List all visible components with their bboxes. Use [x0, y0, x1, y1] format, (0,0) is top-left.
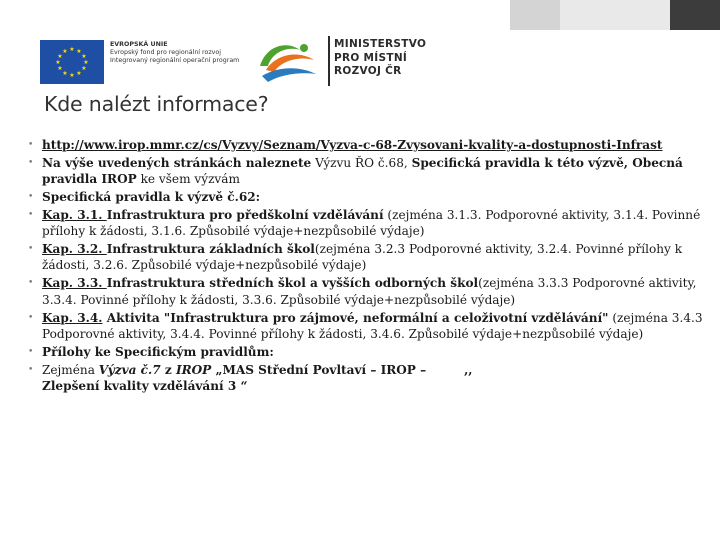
mmr-logo-icon — [252, 36, 322, 86]
bullet-icon: • — [28, 140, 34, 150]
item-text: IROP — [175, 362, 212, 377]
list-item — [28, 275, 708, 308]
mmr-logo-line: PRO MÍSTNÍ — [334, 51, 408, 64]
chapter-ref: Kap. 3.4. — [42, 310, 103, 325]
chapter-ref: Kap. 3.3. — [42, 276, 107, 291]
logo-divider — [328, 36, 330, 86]
list-item — [28, 137, 708, 153]
bullet-icon: • — [28, 312, 34, 323]
list-item — [28, 155, 708, 188]
svg-text:★: ★ — [55, 59, 61, 66]
list-item — [28, 207, 708, 240]
mmr-logo-line: ROZVOJ ČR — [334, 65, 402, 77]
svg-text:★: ★ — [81, 65, 87, 72]
svg-text:★: ★ — [69, 72, 75, 79]
chapter-ref: Kap. 3.1. — [42, 207, 107, 222]
item-text: ke všem výzvám — [136, 172, 240, 187]
eu-logo-line: EVROPSKÁ UNIE — [110, 41, 168, 48]
eu-logo-line: Integrovaný regionální operační program — [110, 57, 240, 64]
bullet-icon: • — [28, 346, 34, 357]
item-text: Výzva č.7 — [98, 362, 161, 377]
bullet-list — [28, 137, 708, 396]
bullet-icon: • — [28, 157, 34, 168]
eu-logo-line: Evropský fond pro regionální rozvoj — [110, 49, 221, 56]
bullet-icon: • — [28, 192, 34, 203]
item-text: Zejména — [42, 362, 99, 377]
decorative-bar — [510, 0, 560, 30]
bullet-icon: • — [28, 209, 34, 220]
svg-text:★: ★ — [81, 53, 87, 60]
svg-text:★: ★ — [69, 46, 75, 53]
item-text: (zejména 3.4.3 Podporovné aktivity, 3.4.4. Povinné přílohy k žádosti, 3.4.6. Způsobilé výdaje+nezpůsobilé výdaje) — [42, 310, 703, 341]
decorative-bar — [560, 0, 670, 30]
svg-text:★: ★ — [62, 48, 68, 55]
bullet-icon: • — [28, 278, 34, 289]
item-text: Infrastruktura základních škol — [106, 242, 315, 257]
mmr-logo-text — [334, 38, 426, 79]
list-item — [28, 310, 708, 343]
item-text: „MAS Střední Povltaví – IROP – — [211, 362, 427, 377]
item-text: Infrastruktura pro předškolní vzdělávání — [106, 207, 384, 222]
item-text: Na výše uvedených stránkách naleznete — [42, 155, 312, 170]
chapter-ref: Kap. 3.2. — [42, 242, 107, 257]
item-text: Aktivita "Infrastruktura pro zájmové, neformální a celoživotní vzdělávání" — [102, 310, 609, 325]
list-item — [28, 241, 708, 274]
item-text: Infrastruktura středních škol a vyšších odborných škol — [106, 276, 479, 291]
logo-strip — [40, 36, 440, 86]
svg-text:★: ★ — [62, 70, 68, 77]
item-text: ,, — [426, 362, 473, 377]
eu-flag-icon — [40, 40, 104, 84]
item-text: Výzvu ŘO č.68, — [311, 155, 412, 170]
item-text: (zejména 3.3.3 Podporovné aktivity, 3.3.4. Povinné přílohy k žádosti, 3.3.6. Způsobilé výdaje+nezpůsobilé výdaje) — [42, 276, 697, 307]
item-text: Zlepšení kvality vzdělávání 3 “ — [42, 378, 248, 393]
list-item — [28, 344, 708, 360]
item-text: Specifická pravidla k výzvě č.62: — [42, 190, 261, 205]
irop-link[interactable]: http://www.irop.mmr.cz/cs/Vyzvy/Seznam/Vyzva-c-68-Zvysovani-kvality-a-dostupnosti-Infrast — [42, 138, 663, 152]
mmr-logo-line: MINISTERSTVO — [334, 38, 427, 50]
list-item — [28, 189, 708, 205]
decorative-bar — [670, 0, 720, 30]
item-text: Přílohy ke Specifickým pravidlům: — [42, 344, 274, 359]
svg-text:★: ★ — [57, 65, 63, 72]
item-text: (zejména 3.1.3. Podporovné aktivity, 3.1.4. Povinné přílohy k žádosti, 3.1.6. Způsobilé výdaje+nezpůsobilé výdaje) — [42, 207, 701, 239]
svg-text:★: ★ — [76, 48, 82, 55]
item-text: (zejména 3.2.3 Podporovné aktivity, 3.2.4. Povinné přílohy k žádosti, 3.2.6. Způsobilé výdaje+nezpůsobilé výdaje) — [42, 242, 683, 273]
bullet-icon: • — [28, 364, 34, 375]
eu-logo-text — [110, 41, 239, 65]
svg-text:★: ★ — [83, 59, 89, 66]
list-item — [28, 362, 708, 395]
slide-title: Kde nalézt informace? — [44, 92, 269, 116]
item-text: Specifická pravidla k této výzvě, Obecná pravidla IROP — [42, 155, 683, 187]
svg-text:★: ★ — [57, 53, 63, 60]
bullet-icon: • — [28, 244, 34, 255]
svg-text:★: ★ — [76, 70, 82, 77]
item-text: z — [160, 362, 176, 377]
